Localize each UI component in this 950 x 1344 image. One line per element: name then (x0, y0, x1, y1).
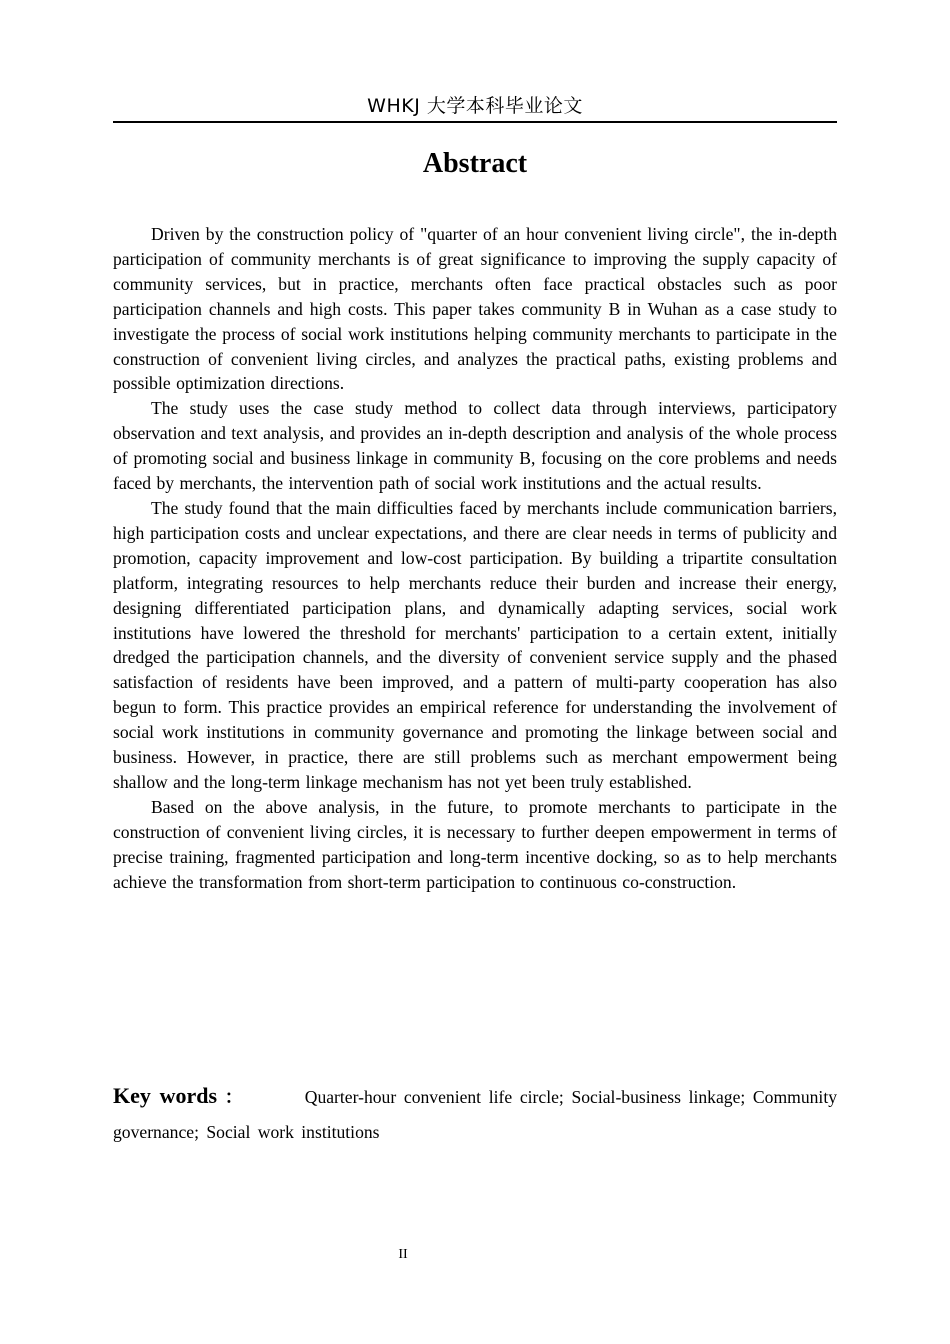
page-number: II (398, 1247, 408, 1262)
abstract-paragraph: The study uses the case study method to collect data through interviews, participatory observation and text analysis, and provides an in-depth description and analysis of the whole process of promoting social and business linkage in community B, focusing on the core problems and needs faced by merchants, the intervention path of social work institutions and the actual results. (113, 398, 837, 494)
abstract-title: Abstract (422, 148, 528, 179)
keywords-label: Key words (113, 1083, 218, 1108)
abstract-paragraph: Driven by the construction policy of "quarter of an hour convenient living circle", the in-depth participation of community merchants is of great significance to improving the supply capacity of community services, but in practice, merchants often face practical obstacles such as poor participation channels and high costs. This paper takes community B in Wuhan as a case study to investigate the process of social work institutions helping community merchants to participate in the construction of convenient living circles, and analyzes the practical paths, existing problems and possible optimization directions. (113, 224, 837, 394)
keywords-section (113, 1078, 837, 1150)
abstract-body (113, 222, 837, 894)
abstract-paragraph: Based on the above analysis, in the future, to promote merchants to participate in the construction of convenient living circles, it is necessary to further deepen empowerment in terms of precise training, fragmented participation and long-term incentive docking, so as to help merchants achieve the transformation from short-term participation to continuous co-construction. (113, 796, 837, 892)
keywords-colon: ： (224, 1087, 244, 1107)
abstract-paragraph: The study found that the main difficulties faced by merchants include communication barriers, high participation costs and unclear expectations, and there are clear needs in terms of publicity and promotion, capacity improvement and low-cost participation. By building a tripartite consultation platform, integrating resources to help merchants reduce their burden and increase their energy, designing differentiated participation plans, and dynamically adapting services, social work institutions have lowered the threshold for merchants' participation to a certain extent, initially dredged the participation channels, and the diversity of convenient service supply and the phased satisfaction of residents have been improved, and a pattern of multi-party cooperation has also begun to form. This practice provides an empirical reference for understanding the involvement of social work institutions in community governance and promoting the linkage between social and business. However, in practice, there are still problems such as merchant empowerment being shallow and the long-term linkage mechanism has not yet been truly established. (113, 497, 837, 792)
running-header: WHKJ 大学本科毕业论文 (113, 93, 837, 123)
keywords-text: Quarter-hour convenient life circle; Social-business linkage; Community governance; Social work institutions (113, 1087, 838, 1142)
